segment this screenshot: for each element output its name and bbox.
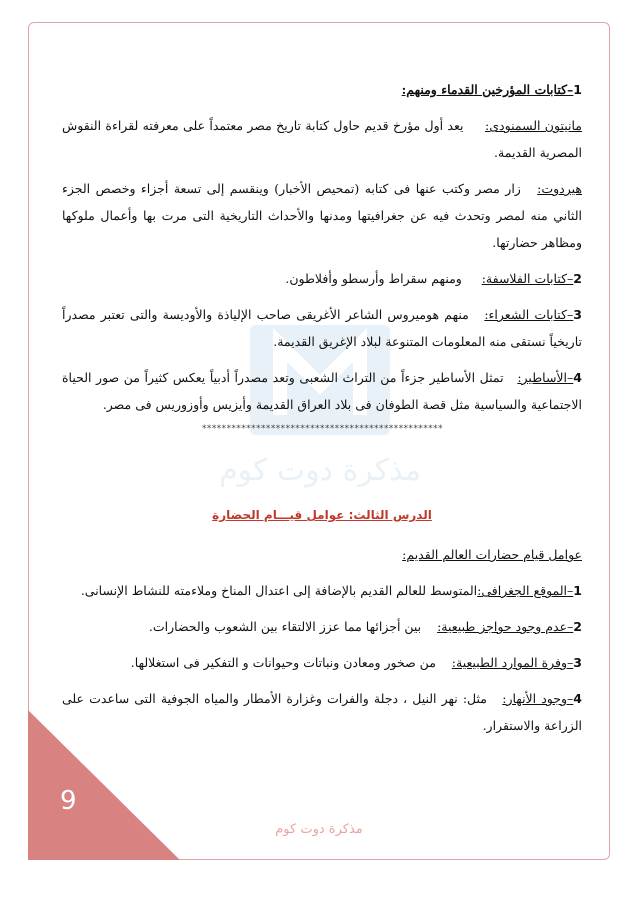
document-body [62,76,582,748]
factors-heading: عوامل قيام حضارات العالم القديم: [402,547,582,562]
footer-brand: مذكرة دوت كوم [275,822,363,837]
item-label: مانيتون السمنودى: [485,118,582,133]
watermark-text: مذكرة دوت كوم [219,453,421,488]
page-number: 9 [60,786,77,816]
section-4: 4–الأساطير: تمثل الأساطير جزءاً من التراث الشعبى وتعد مصدراً أدبياً يعكس كثيراً من صور الحياة الاجتماعية والسياسية مثل قصة الطوفان فى بلاد العراق القديمة وأيزيس وأوزوريس فى مصر. [62,370,582,412]
lesson-title: الدرس الثالث: عوامل قيـــام الحضارة [212,508,432,522]
factor-item-4: 4–وجود الأنهار: مثل: نهر النيل ، دجلة والفرات وغزارة الأمطار والمياه الجوفية التى ساعدت على الزراعة والاستقرار. [62,691,582,733]
section-1-heading: 1–كتابات المؤرخين القدماء ومنهم: [401,82,582,97]
factor-item-3: 3–وفرة الموارد الطبيعية: من صخور ومعادن ونباتات وحيوانات و التفكير فى استغلالها. [130,655,582,670]
section-2: 2–كتابات الفلاسفة: ومنهم سقراط وأرسطو وأفلاطون. [285,271,582,286]
section-1-item-2: هيردوت: زار مصر وكتب عنها فى كتابه (تمحيص الأخبار) وينقسم إلى تسعة أجزاء وخصص الجزء الثاني منه لمصر وتحدث فيه عن جغرافيتها ومدنها والأحداث التاريخية التى مرت بها وأعمال ملوكها ومظاهر حضارتها. [62,181,583,250]
item-label: هيردوت: [537,181,583,196]
section-3: 3–كتابات الشعراء: منهم هوميروس الشاعر الأغريقى صاحب الإلياذة والأوديسة والتى تعتبر مصدراً تاريخياً نستقى منه المعلومات المتنوعة لبلاد الإغريق القديمة. [62,307,582,349]
factor-item-1: 1–الموقع الجغرافى:المتوسط للعالم القديم بالإضافة إلى اعتدال المناخ وملاءمته للنشاط الإنسانى. [80,583,582,598]
section-1-item-1: مانيتون السمنودى: يعد أول مؤرخ قديم حاول كتابة تاريخ مصر معتمداً على معرفته لقراءة النقوش المصرية القديمة. [62,118,582,160]
section-divider: ************************************************* [201,424,443,434]
factor-item-2: 2–عدم وجود حواجز طبيعية: بين أجزائها مما عزز الالتقاء بين الشعوب والحضارات. [148,619,582,634]
